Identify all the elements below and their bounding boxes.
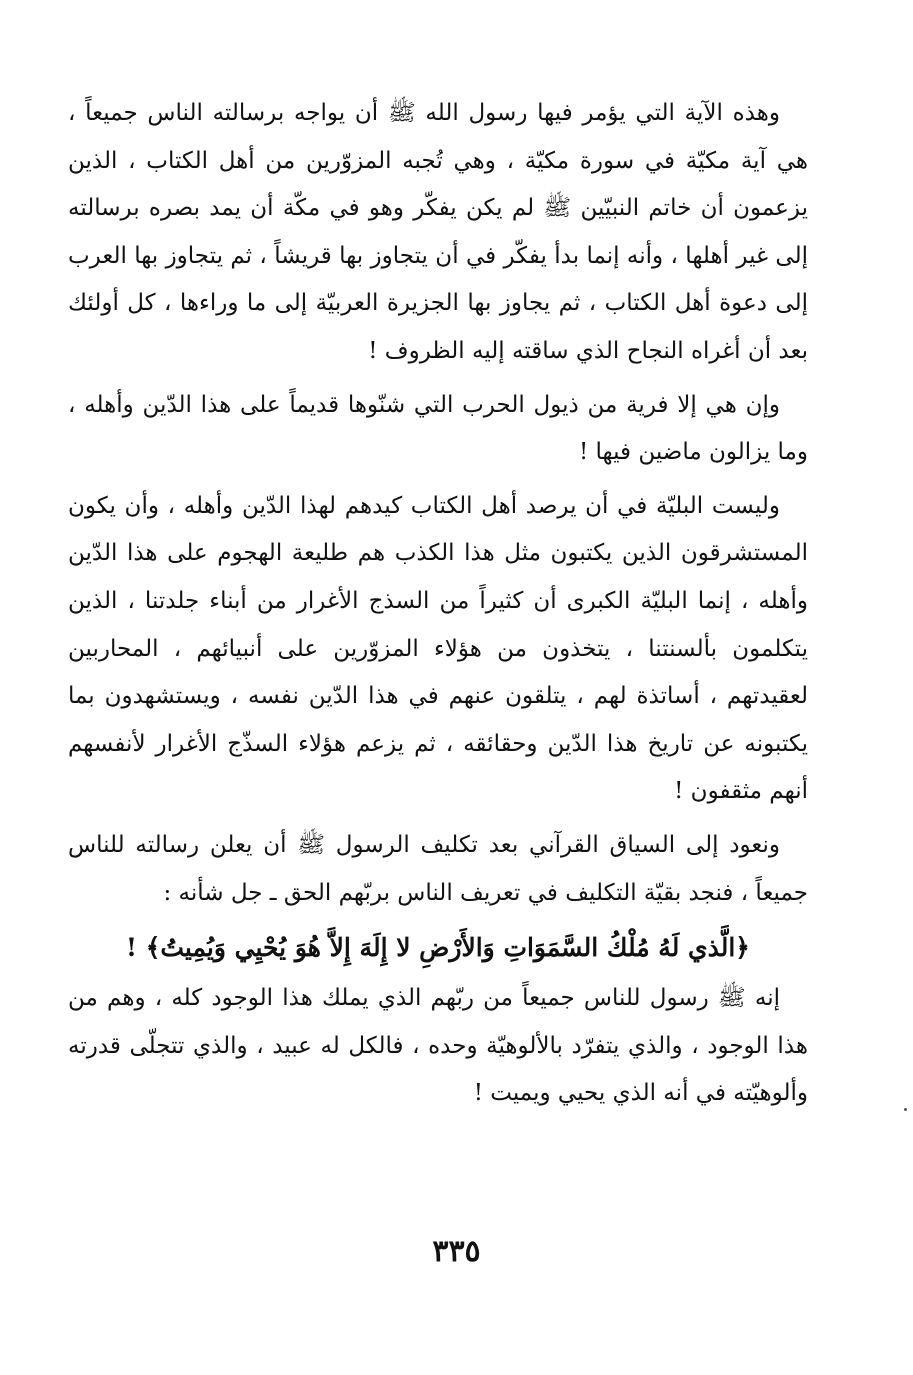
paragraph-3: وليست البليّة في أن يرصد أهل الكتاب كيدهم لهذا الدّين وأهله ، وأن يكون المستشرقون الذين يكتبون مثل هذا الكذب هم طليعة الهجوم على هذا الدّين وأهله ، إنما البليّة الكبرى أن كثيراً من السذج الأغرار من أبناء جلدتنا ، الذين يتكلمون بألسنتنا ، يتخذون من هؤلاء المزوّرين على أنبيائهم ، المحاربين لعقيدتهم ، أساتذة لهم ، يتلقون عنهم في هذا الدّين نفسه ، ويستشهدون بما يكتبونه عن تاريخ هذا الدّين وحقائقه ، ثم يزعم هؤلاء السذّج الأغرار لأنفسهم أنهم مثقفون ! <box>68 492 808 805</box>
paragraph-5: إنه ﷺ رسول للناس جميعاً من ربّهم الذي يملك هذا الوجود كله ، وهم من هذا الوجود ، والذي يتفرّد بالألوهيّة وحده ، فالكل له عبيد ، والذي تتجلّى قدرته وألوهيّته في أنه الذي يحيي ويميت ! <box>68 985 808 1107</box>
paragraph-2: وإن هي إلا فرية من ذيول الحرب التي شنّوها قديماً على هذا الدّين وأهله ، وما يزالون ماضين فيها ! <box>68 391 808 466</box>
scan-speck <box>904 1108 907 1111</box>
body-text-upper <box>68 90 808 1118</box>
page-number: ٣٣٥ <box>432 1234 481 1269</box>
paragraph-4: ونعود إلى السياق القرآني بعد تكليف الرسول ﷺ أن يعلن رسالته للناس جميعاً ، فنجد بقيّة التكليف في تعريف الناس بربّهم الحق ـ جل شأنه : <box>68 831 808 906</box>
paragraph-1: وهذه الآية التي يؤمر فيها رسول الله ﷺ أن يواجه برسالته الناس جميعاً ، هي آية مكيّة في سورة مكيّة ، وهي تُجبه المزوّرين من أهل الكتاب ، الذين يزعمون أن خاتم النبيّين ﷺ لم يكن يفكّر وهو في مكّة أن يمد بصره برسالته إلى غير أهلها ، وأنه إنما بدأ يفكّر في أن يتجاوز بها قريشاً ، ثم يتجاوز بها العرب إلى دعوة أهل الكتاب ، ثم يجاوز بها الجزيرة العربيّة إلى ما وراءها ، كل أولئك بعد أن أغراه النجاح الذي ساقته إليه الظروف ! <box>68 100 808 364</box>
quran-verse: ﴿الَّذي لَهُ مُلْكُ السَّمَوَاتِ وَالأَرْضِ لا إِلَهَ إِلاَّ هُوَ يُحْيِي وَيُمِيتُ﴾ ! <box>126 933 750 963</box>
